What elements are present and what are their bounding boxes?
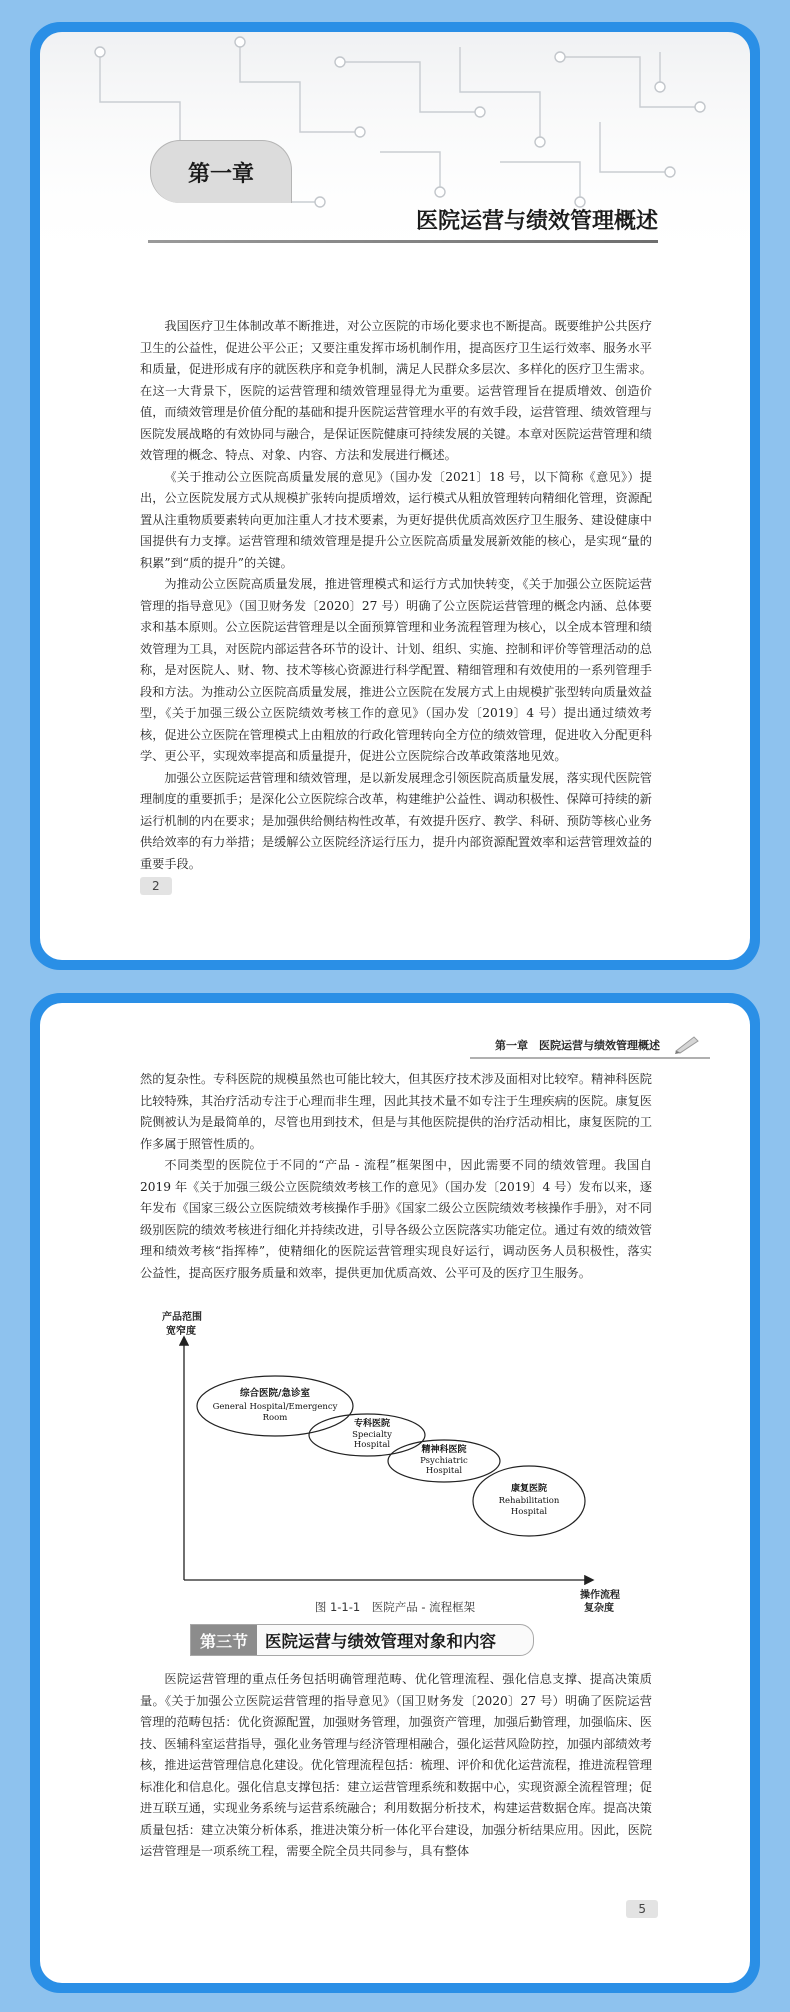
rehabilitation-hospital-en1: Rehabilitation — [498, 1496, 560, 1506]
section-title: 医院运营与绩效管理对象和内容 — [265, 1632, 497, 1651]
page-1-body — [140, 316, 652, 875]
rehabilitation-hospital-zh: 康复医院 — [510, 1484, 548, 1494]
page-number: 2 — [140, 877, 172, 895]
x-axis-label-line2: 复杂度 — [584, 1603, 614, 1614]
psychiatric-hospital-zh: 精神科医院 — [421, 1445, 467, 1455]
section-heading — [190, 1624, 534, 1656]
paragraph: 为推动公立医院高质量发展，推进管理模式和运行方式加快转变，《关于加强公立医院运营管理的指导意见》（国卫财务发〔2020〕27 号）明确了公立医院运营管理的概念内涵、总体要求和基本原则。公立医院运营管理是以全面预算管理和业务流程管理为核心，以全成本管理和绩效管理为工具，对医院内部运营各环节的设计、计划、组织、实施、控制和评价等管理活动的总称，是对医院人、财、物、技术等核心资源进行科学配置、精细管理和有效使用的一系列管理手段和方法。为推动公立医院高质量发展，推进公立医院在发展方式上由规模扩张型转向质量效益型，《关于加强三级公立医院绩效考核工作的意见》（国办发〔2019〕4 号）提出通过绩效考核，促进公立医院在管理模式上由粗放的行政化管理转向全方位的绩效管理，促进收入分配更科学、更公平，实现效率提高和质量提升，促进公立医院综合改革政策落地见效。 — [140, 577, 652, 763]
figure-caption: 图 1-1-1 医院产品 - 流程框架 — [314, 1600, 476, 1614]
page-card-2 — [30, 993, 760, 1993]
rehabilitation-hospital-en2: Hospital — [510, 1507, 548, 1517]
product-process-diagram — [140, 1306, 652, 1636]
page-1 — [40, 32, 750, 960]
specialty-hospital-zh: 专科医院 — [353, 1419, 391, 1429]
psychiatric-hospital-en1: Psychiatric — [420, 1456, 468, 1466]
pen-icon — [672, 1033, 702, 1055]
page-number: 5 — [626, 1900, 658, 1918]
chapter-title: 医院运营与绩效管理概述 — [415, 209, 658, 234]
paragraph: 《关于推动公立医院高质量发展的意见》（国办发〔2021〕18 号，以下简称《意见》）提出，公立医院发展方式从规模扩张转向提质增效，运行模式从粗放管理转向精细化管理，资源配置从注重物质要素转向更加注重人才技术要素，为更好提供优质高效医疗卫生服务、建设健康中国提供有力支撑。运营管理和绩效管理是提升公立医院高质量发展新效能的核心，是实现“量的积累”到“质的提升”的关键。 — [140, 469, 652, 570]
paragraph: 加强公立医院运营管理和绩效管理，是以新发展理念引领医院高质量发展，落实现代医院管理制度的重要抓手；是深化公立医院综合改革，构建维护公益性、调动积极性、保障可持续的新运行机制的内在要求；是加强供给侧结构性改革，有效提升医疗、教学、科研、预防等核心业务供给效率的有力举措；是缓解公立医院经济运行压力，提升内部资源配置效率和运营管理效益的重要手段。 — [140, 770, 652, 871]
section-label: 第三节 — [191, 1625, 257, 1655]
circuit-background-decoration — [40, 32, 750, 272]
page-2-body-bottom — [140, 1669, 652, 1863]
general-hospital-zh: 综合医院/急诊室 — [240, 1388, 310, 1399]
y-axis-label-line2: 宽窄度 — [166, 1326, 196, 1337]
general-hospital-en1: General Hospital/Emergency — [212, 1402, 338, 1412]
page-2-body-top — [140, 1069, 652, 1284]
x-axis-label-line1: 操作流程 — [580, 1590, 620, 1601]
y-axis-label-line1: 产品范围 — [162, 1312, 202, 1323]
specialty-hospital-en1: Specialty — [352, 1430, 392, 1440]
running-head: 第一章 医院运营与绩效管理概述 — [495, 1039, 660, 1052]
paragraph: 然的复杂性。专科医院的规模虽然也可能比较大，但其医疗技术涉及面相对比较窄。精神科医院比较特殊，其治疗活动专注于心理而非生理，因此其技术量不如专注于生理疾病的医院。康复医院侧被认为是最简单的，尽管也用到技术，但是与其他医院提供的治疗活动相比，康复医院的工作多属于照管性质的。 — [140, 1072, 652, 1151]
psychiatric-hospital-en2: Hospital — [425, 1466, 463, 1476]
general-hospital-en2: Room — [262, 1413, 288, 1423]
paragraph: 不同类型的医院位于不同的“产品 - 流程”框架图中，因此需要不同的绩效管理。我国自 2019 年《关于加强三级公立医院绩效考核工作的意见》（国办发〔2019〕4 号）发布以来，逐年发布《国家三级公立医院绩效考核操作手册》《国家二级公立医院绩效考核操作手册》，对不同级别医院的绩效考核进行细化并持续改进，引导各级公立医院落实功能定位。通过有效的绩效管理和绩效考核“指挥棒”，使精细化的医院运营管理实现良好运行，调动医务人员积极性，落实公益性，提高医疗服务质量和效率，提供更加优质高效、公平可及的医疗卫生服务。 — [140, 1158, 652, 1280]
chapter-title-rule — [148, 240, 658, 243]
running-head-rule — [470, 1057, 710, 1059]
specialty-hospital-en2: Hospital — [353, 1440, 391, 1450]
paragraph: 医院运营管理的重点任务包括明确管理范畴、优化管理流程、强化信息支撑、提高决策质量。《关于加强公立医院运营管理的指导意见》（国卫财务发〔2020〕27 号）明确了医院运营管理的范畴包括：优化资源配置，加强财务管理，加强资产管理，加强后勤管理，加强临床、医技、医辅科室运营指导，强化业务管理与经济管理相融合，强化运营风险防控，加强内部绩效考核，推进运营管理信息化建设。优化管理流程包括：梳理、评价和优化运营流程，推进流程管理标准化和信息化。强化信息支撑包括：建立运营管理系统和数据中心，实现资源全流程管理；促进互联互通，实现业务系统与运营系统融合；利用数据分析技术，构建运营数据仓库。提高决策质量包括：建立决策分析体系，推进决策分析一体化平台建设，加强分析结果应用。因此，医院运营管理是一项系统工程，需要全院全员共同参与，具有整体 — [140, 1672, 652, 1858]
page-card-1 — [30, 22, 760, 970]
chapter-label: 第一章 — [150, 140, 292, 203]
page-2 — [40, 1003, 750, 1983]
paragraph: 我国医疗卫生体制改革不断推进，对公立医院的市场化要求也不断提高。既要维护公共医疗卫生的公益性，促进公平公正；又要注重发挥市场机制作用，提高医疗卫生运行效率、服务水平和质量，促进形成有序的就医秩序和竞争机制，满足人民群众多层次、多样化的医疗卫生需求。在这一大背景下，医院的运营管理和绩效管理显得尤为重要。运营管理旨在提质增效、创造价值，而绩效管理是价值分配的基础和提升医院运营管理水平的有效手段，运营管理、绩效管理与医院发展战略的有效协同与融合，是保证医院健康可持续发展的关键。本章对医院运营管理和绩效管理的概念、特点、对象、内容、方法和发展进行概述。 — [140, 319, 652, 462]
